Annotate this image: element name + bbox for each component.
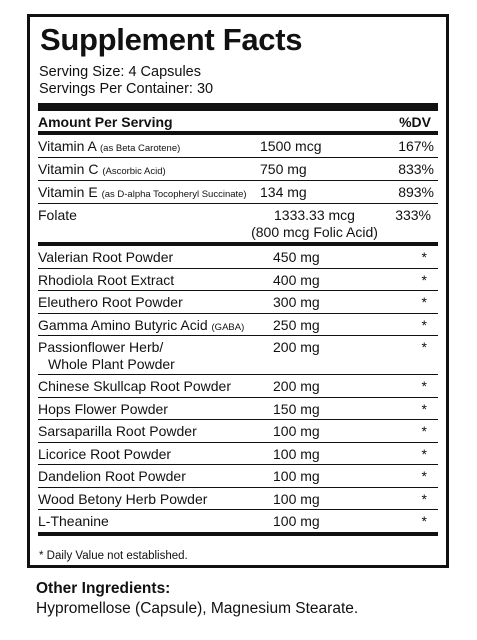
ingredient-amount: 100 mg xyxy=(273,513,320,529)
nutrient-name: Vitamin A (as Beta Carotene) xyxy=(38,138,181,154)
ingredient-name: Dandelion Root Powder xyxy=(38,468,186,484)
table-row xyxy=(38,291,438,313)
ingredient-dv: * xyxy=(421,513,427,529)
ingredient-amount: 100 mg xyxy=(273,468,320,484)
ingredient-amount: 100 mg xyxy=(273,423,320,439)
ingredient-amount: 200 mg xyxy=(273,378,320,394)
table-row xyxy=(38,336,438,374)
ingredient-name: Licorice Root Powder xyxy=(38,445,172,462)
nutrient-amount: 1333.33 mcg (800 mcg Folic Acid) xyxy=(251,207,378,240)
table-row xyxy=(38,204,438,242)
ingredient-dv: * xyxy=(421,490,427,507)
ingredient-amount: 450 mg xyxy=(273,249,320,265)
ingredient-name: Hops Flower Powder xyxy=(38,400,168,417)
table-row xyxy=(38,420,438,442)
thick-divider xyxy=(38,103,438,111)
dv-header: %DV xyxy=(399,114,431,130)
ingredient-name: Wood Betony Herb Powder xyxy=(38,490,208,507)
table-row xyxy=(38,488,438,510)
ingredient-dv: * xyxy=(421,271,427,288)
other-ingredients xyxy=(36,579,358,619)
ingredient-name: Sarsaparilla Root Powder xyxy=(38,423,197,439)
nutrient-dv: 893% xyxy=(398,184,434,200)
nutrient-dv: 833% xyxy=(398,161,434,177)
ingredient-amount: 100 mg xyxy=(273,445,320,462)
ingredient-name: Passionflower Herb/ Whole Plant Powder xyxy=(38,339,175,372)
ingredient-name: Chinese Skullcap Root Powder xyxy=(38,378,231,394)
ingredient-amount: 200 mg xyxy=(273,339,320,355)
nutrient-amount: 1500 mcg xyxy=(260,138,322,154)
table-row xyxy=(38,269,438,291)
nutrient-amount: 750 mg xyxy=(260,161,307,177)
nutrient-name: Folate xyxy=(38,207,77,223)
nutrient-name: Vitamin E (as D-alpha Tocopheryl Succinate) xyxy=(38,184,247,200)
ingredient-dv: * xyxy=(421,378,427,394)
table-header xyxy=(38,111,438,131)
ingredient-name: Rhodiola Root Extract xyxy=(38,271,175,288)
herb-list xyxy=(38,246,438,532)
ingredient-dv: * xyxy=(421,316,427,333)
table-row xyxy=(38,135,438,157)
ingredient-name: Valerian Root Powder xyxy=(38,249,174,265)
table-row xyxy=(38,465,438,487)
table-row xyxy=(38,375,438,397)
ingredient-name: Gamma Amino Butyric Acid (GABA) xyxy=(38,316,245,333)
bottom-divider xyxy=(38,532,438,536)
table-row xyxy=(38,181,438,203)
table-row xyxy=(38,246,438,268)
table-row xyxy=(38,314,438,336)
ingredient-dv: * xyxy=(421,468,427,484)
ingredient-amount: 400 mg xyxy=(273,271,320,288)
nutrient-name: Vitamin C (Ascorbic Acid) xyxy=(38,161,166,177)
ingredient-dv: * xyxy=(421,445,427,462)
supplement-facts-panel xyxy=(27,14,449,568)
ingredient-dv: * xyxy=(421,423,427,439)
ingredient-dv: * xyxy=(421,339,427,355)
ingredient-amount: 100 mg xyxy=(273,490,320,507)
ingredient-dv: * xyxy=(421,400,427,417)
servings-per-container: Servings Per Container: 30 xyxy=(39,81,214,97)
ingredient-name: Eleuthero Root Powder xyxy=(38,294,183,310)
table-row xyxy=(38,158,438,180)
other-ingredients-title: Other Ingredients: xyxy=(36,580,171,597)
panel-title: Supplement Facts xyxy=(40,22,303,57)
ingredient-amount: 250 mg xyxy=(273,316,320,333)
ingredient-amount: 300 mg xyxy=(273,294,320,310)
nutrient-dv: 167% xyxy=(398,138,434,154)
ingredient-dv: * xyxy=(421,294,427,310)
table-row xyxy=(38,398,438,420)
amount-header: Amount Per Serving xyxy=(38,114,173,130)
ingredient-amount: 150 mg xyxy=(273,400,320,417)
nutrient-amount: 134 mg xyxy=(260,184,307,200)
table-row xyxy=(38,443,438,465)
serving-size: Serving Size: 4 Capsules xyxy=(39,64,201,80)
table-row xyxy=(38,510,438,532)
ingredient-name: L-Theanine xyxy=(38,513,109,529)
nutrient-dv: 333% xyxy=(395,207,431,223)
ingredient-dv: * xyxy=(421,249,427,265)
other-ingredients-text: Hypromellose (Capsule), Magnesium Stearate. xyxy=(36,600,359,617)
footnote: * Daily Value not established. xyxy=(39,549,188,562)
